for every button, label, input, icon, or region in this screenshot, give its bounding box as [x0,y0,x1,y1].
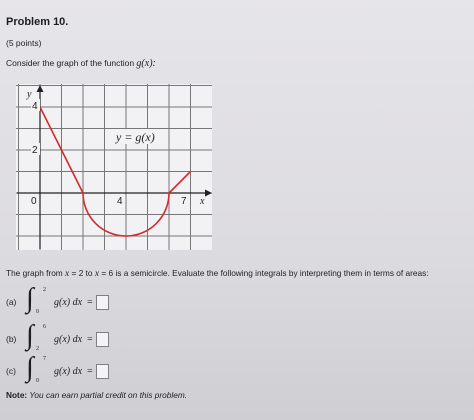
integral-sign-b: ∫ 6 2 [26,320,46,352]
note-label: Note: [6,390,28,400]
upper-limit-b: 6 [43,324,46,330]
lower-limit-c: 0 [36,378,39,384]
problem-points: (5 points) [6,38,42,48]
answer-input-c[interactable] [96,364,109,379]
part-b [6,320,109,352]
x-axis-label: x [200,196,205,207]
answer-input-a[interactable] [96,295,109,310]
note-text: You can earn partial credit on this problem. [27,390,188,400]
part-b-label: (b) [6,334,17,344]
problem-title: Problem 10. [6,16,69,28]
stmt-eq1: = 2 to [69,268,95,278]
partial-credit-note [6,390,187,400]
integrand-c: g(x) dx [54,365,83,377]
lower-limit-a: 0 [36,309,39,315]
function-graph [16,84,212,250]
part-c-label: (c) [6,366,16,376]
y-tick-4: 4 [32,101,38,112]
stmt-var1: x [65,269,70,279]
integral-sign-c: ∫ 7 0 [26,352,46,384]
part-a-label: (a) [6,297,17,307]
equation-label: y = g(x) [116,130,155,144]
equals-c: = [87,365,93,377]
answer-input-b[interactable] [96,332,109,347]
upper-limit-c: 7 [43,356,46,362]
equals-b: = [87,333,93,345]
origin-label: 0 [31,196,37,207]
graph-background [16,84,212,250]
part-c [6,352,109,384]
stmt-var2: x [94,269,100,279]
prompt-function: g(x): [136,58,156,69]
stmt-eq2: = 6 is a semicircle. Evaluate the following integrals by interpreting them in terms of areas: [99,268,429,278]
problem-prompt [6,58,156,69]
x-tick-7: 7 [181,196,187,207]
y-tick-2: 2 [32,145,38,156]
y-axis-label: y [27,89,32,100]
x-tick-4: 4 [117,196,123,207]
part-a [6,283,109,315]
upper-limit-a: 2 [43,287,46,293]
lower-limit-b: 2 [36,346,39,352]
stmt-pre: The graph from [6,268,66,278]
integral-sign-a: ∫ 2 0 [26,283,46,315]
integrand-b: g(x) dx [54,333,83,345]
equals-a: = [87,296,93,308]
integrand-a: g(x) dx [54,296,83,308]
prompt-text: Consider the graph of the function [6,58,137,68]
problem-statement [6,268,429,279]
